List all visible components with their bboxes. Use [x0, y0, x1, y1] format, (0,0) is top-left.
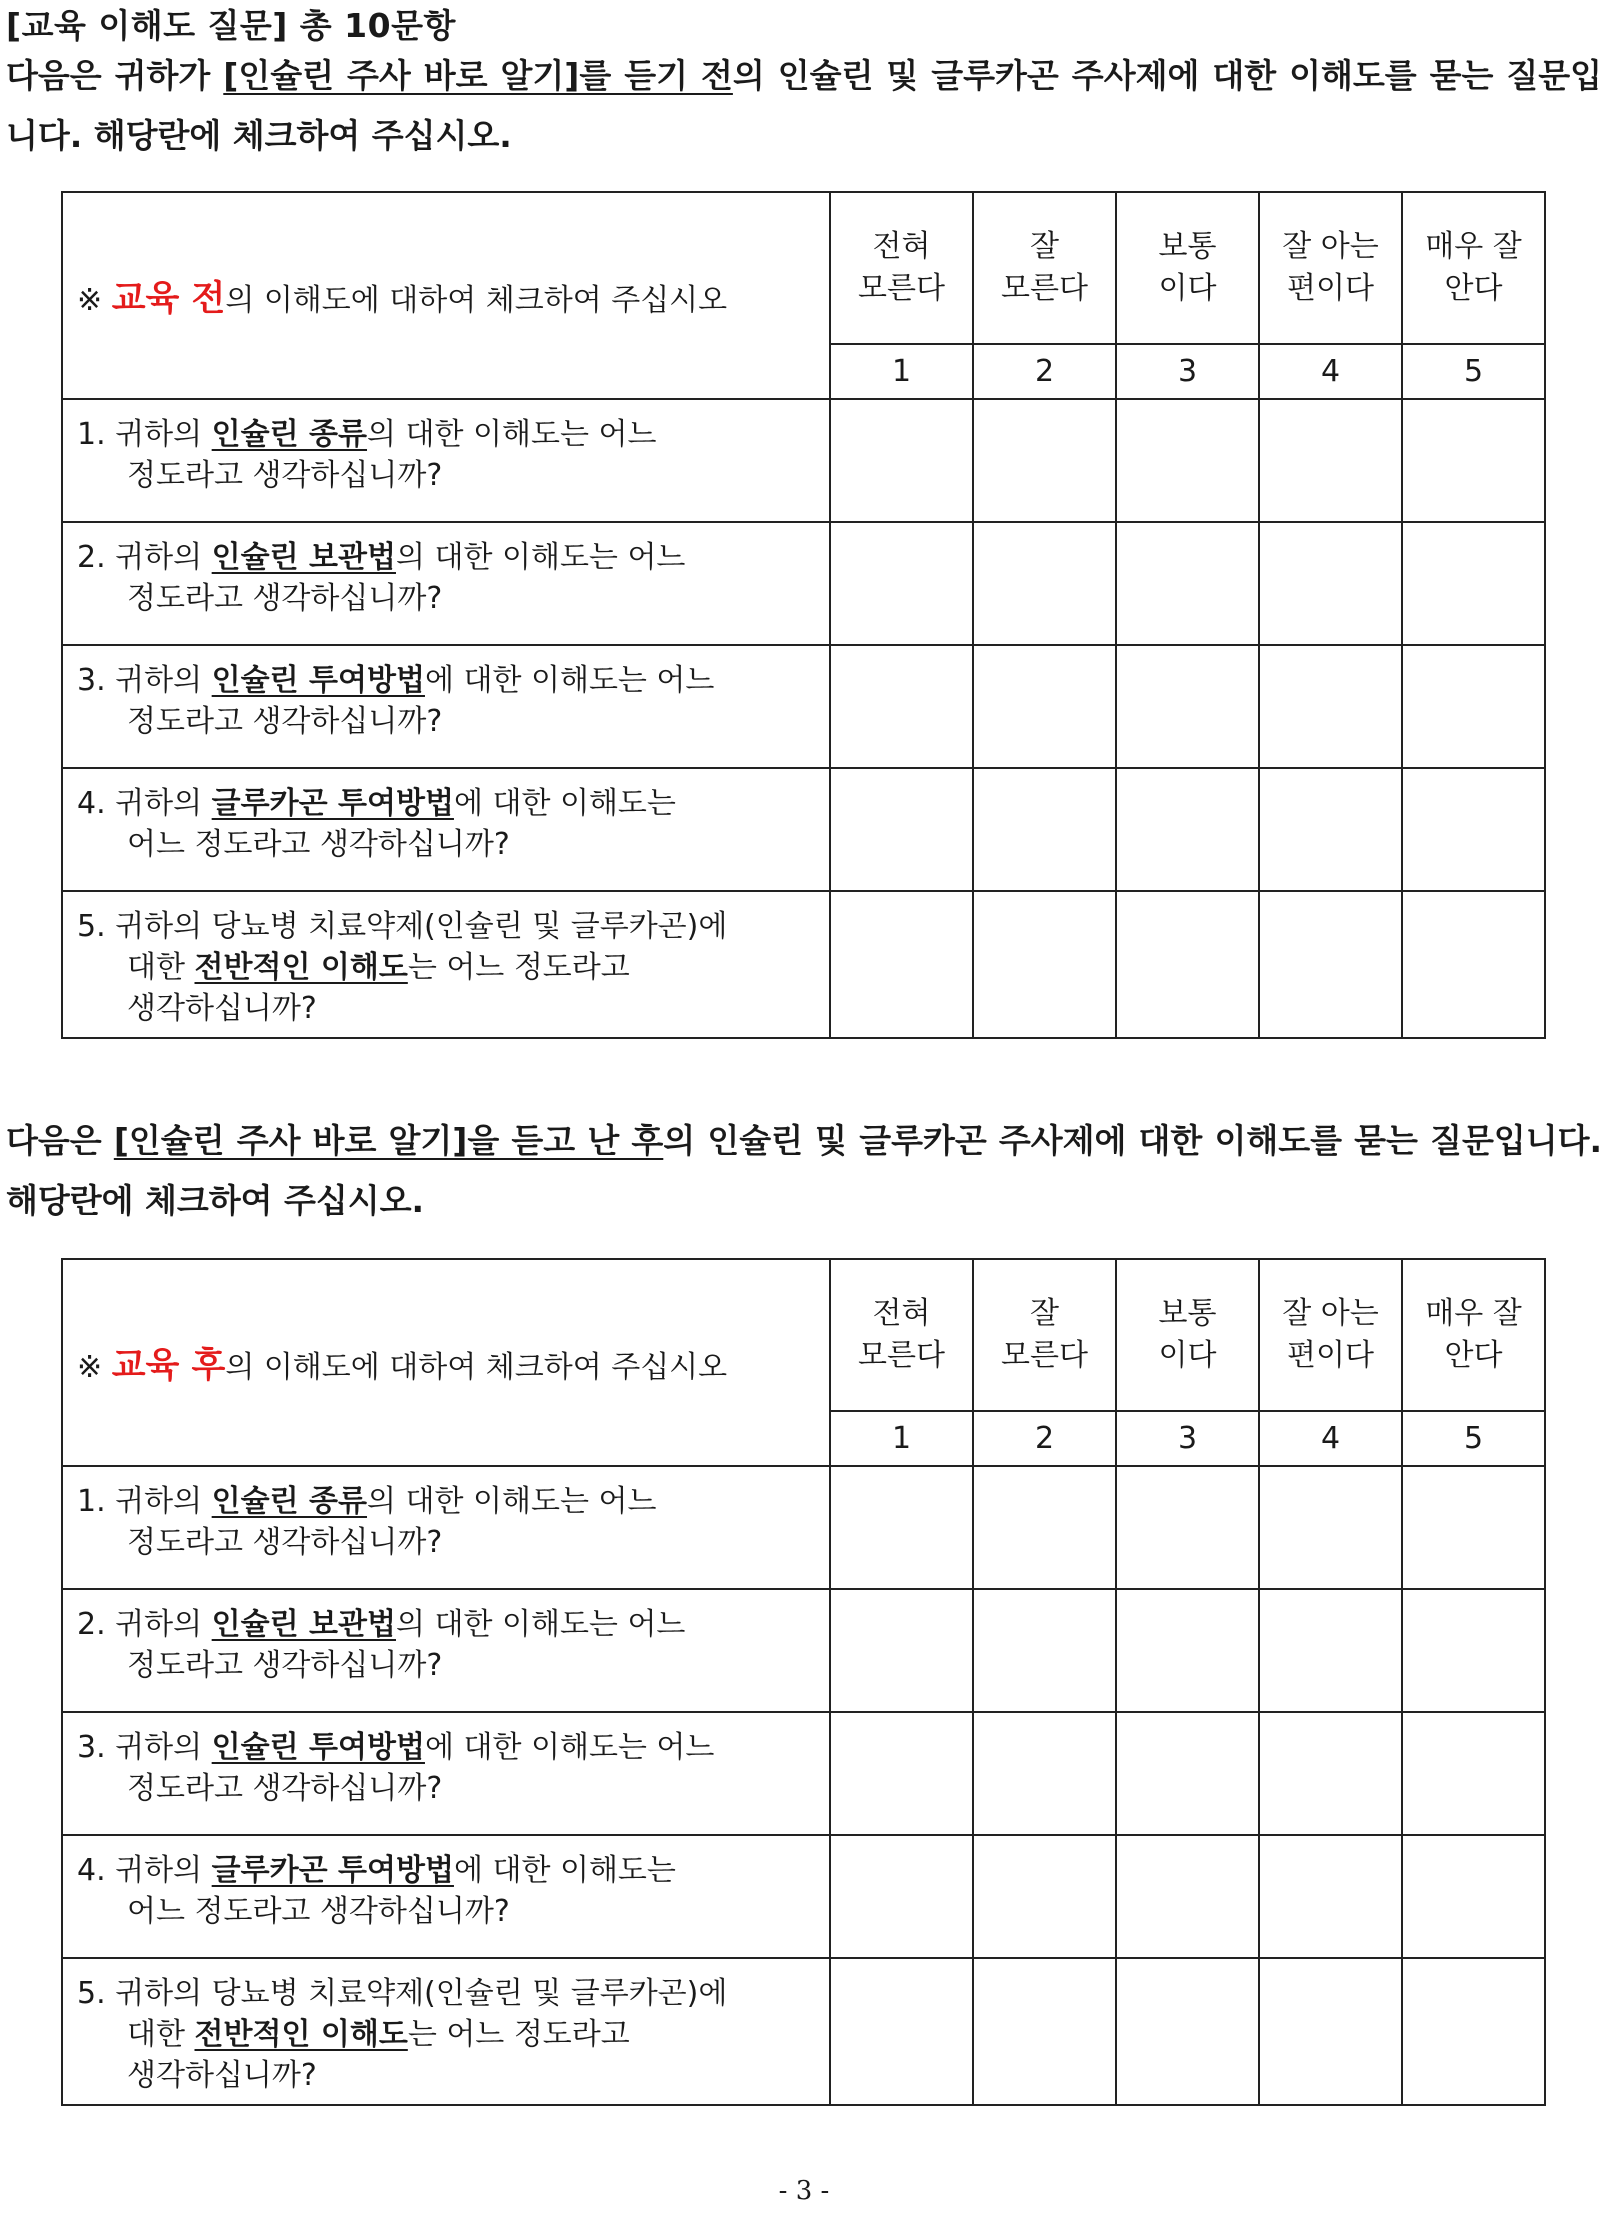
answer-cell-1[interactable] — [830, 768, 973, 891]
question-row — [62, 891, 1545, 1038]
answer-cell-5[interactable] — [1402, 1589, 1545, 1712]
question-row — [62, 1466, 1545, 1589]
intro-after-underlined: [인슐린 주사 바로 알기]을 듣고 난 후 — [113, 1121, 664, 1160]
answer-cell-3[interactable] — [1116, 768, 1259, 891]
question-row — [62, 399, 1545, 522]
answer-cell-5[interactable] — [1402, 399, 1545, 522]
scale-header-1: 전혀 모른다 — [830, 192, 973, 344]
answer-cell-3[interactable] — [1116, 399, 1259, 522]
answer-cell-2[interactable] — [973, 1712, 1116, 1835]
scale-number-3: 3 — [1116, 1411, 1259, 1466]
scale-number-2: 2 — [973, 344, 1116, 399]
answer-cell-4[interactable] — [1259, 1712, 1402, 1835]
question-3: 3. 귀하의 인슐린 투여방법에 대한 이해도는 어느 정도라고 생각하십니까? — [62, 1712, 830, 1835]
scale-header-5: 매우 잘 안다 — [1402, 192, 1545, 344]
answer-cell-4[interactable] — [1259, 1835, 1402, 1958]
answer-cell-4[interactable] — [1259, 891, 1402, 1038]
scale-header-2: 잘 모른다 — [973, 192, 1116, 344]
question-2: 2. 귀하의 인슐린 보관법의 대한 이해도는 어느 정도라고 생각하십니까? — [62, 522, 830, 645]
question-row — [62, 1712, 1545, 1835]
answer-cell-2[interactable] — [973, 522, 1116, 645]
scale-header-2: 잘 모른다 — [973, 1259, 1116, 1411]
answer-cell-5[interactable] — [1402, 1712, 1545, 1835]
answer-cell-1[interactable] — [830, 399, 973, 522]
survey-table-after — [61, 1258, 1546, 2106]
answer-cell-3[interactable] — [1116, 1712, 1259, 1835]
answer-cell-5[interactable] — [1402, 1835, 1545, 1958]
answer-cell-3[interactable] — [1116, 522, 1259, 645]
answer-cell-5[interactable] — [1402, 891, 1545, 1038]
answer-cell-2[interactable] — [973, 1466, 1116, 1589]
answer-cell-4[interactable] — [1259, 645, 1402, 768]
question-3: 3. 귀하의 인슐린 투여방법에 대한 이해도는 어느 정도라고 생각하십니까? — [62, 645, 830, 768]
question-row — [62, 1589, 1545, 1712]
question-row — [62, 1958, 1545, 2105]
intro-before-text: 다음은 귀하가 [인슐린 주사 바로 알기]를 듣기 전의 인슐린 및 글루카곤 주사제에 대한 이해도를 묻는 질문입니다. 해당란에 체크하여 주십시오. — [6, 56, 1602, 155]
scale-number-5: 5 — [1402, 1411, 1545, 1466]
answer-cell-1[interactable] — [830, 1835, 973, 1958]
answer-cell-2[interactable] — [973, 891, 1116, 1038]
scale-number-1: 1 — [830, 1411, 973, 1466]
red-emphasis: 교육 후 — [111, 1345, 226, 1386]
question-5: 5. 귀하의 당뇨병 치료약제(인슐린 및 글루카곤)에 대한 전반적인 이해도는 어느 정도라고 생각하십니까? — [62, 891, 830, 1038]
answer-cell-4[interactable] — [1259, 1466, 1402, 1589]
scale-number-4: 4 — [1259, 344, 1402, 399]
scale-number-5: 5 — [1402, 344, 1545, 399]
answer-cell-2[interactable] — [973, 1835, 1116, 1958]
red-emphasis: 교육 전 — [111, 278, 226, 319]
question-1: 1. 귀하의 인슐린 종류의 대한 이해도는 어느 정도라고 생각하십니까? — [62, 399, 830, 522]
answer-cell-2[interactable] — [973, 1958, 1116, 2105]
answer-cell-2[interactable] — [973, 645, 1116, 768]
scale-number-3: 3 — [1116, 344, 1259, 399]
answer-cell-1[interactable] — [830, 1958, 973, 2105]
intro-before-underlined: [인슐린 주사 바로 알기]를 듣기 전 — [223, 56, 733, 95]
scale-header-4: 잘 아는 편이다 — [1259, 192, 1402, 344]
scale-header-3: 보통 이다 — [1116, 1259, 1259, 1411]
answer-cell-3[interactable] — [1116, 1835, 1259, 1958]
survey-table-before — [61, 191, 1546, 1039]
survey-title: [교육 이해도 질문] 총 10문항 — [6, 6, 456, 45]
question-5: 5. 귀하의 당뇨병 치료약제(인슐린 및 글루카곤)에 대한 전반적인 이해도는 어느 정도라고 생각하십니까? — [62, 1958, 830, 2105]
answer-cell-3[interactable] — [1116, 1958, 1259, 2105]
answer-cell-1[interactable] — [830, 522, 973, 645]
answer-cell-1[interactable] — [830, 1589, 973, 1712]
answer-cell-1[interactable] — [830, 645, 973, 768]
answer-cell-2[interactable] — [973, 399, 1116, 522]
answer-cell-4[interactable] — [1259, 1589, 1402, 1712]
question-2: 2. 귀하의 인슐린 보관법의 대한 이해도는 어느 정도라고 생각하십니까? — [62, 1589, 830, 1712]
question-row — [62, 768, 1545, 891]
answer-cell-3[interactable] — [1116, 1466, 1259, 1589]
scale-header-5: 매우 잘 안다 — [1402, 1259, 1545, 1411]
answer-cell-5[interactable] — [1402, 768, 1545, 891]
answer-cell-1[interactable] — [830, 1712, 973, 1835]
answer-cell-1[interactable] — [830, 891, 973, 1038]
answer-cell-5[interactable] — [1402, 1466, 1545, 1589]
answer-cell-1[interactable] — [830, 1466, 973, 1589]
question-row — [62, 645, 1545, 768]
answer-cell-2[interactable] — [973, 1589, 1116, 1712]
question-4: 4. 귀하의 글루카곤 투여방법에 대한 이해도는 어느 정도라고 생각하십니까? — [62, 768, 830, 891]
scale-number-1: 1 — [830, 344, 973, 399]
table-instruction: ※ 교육 후의 이해도에 대하여 체크하여 주십시오 — [62, 1259, 830, 1466]
answer-cell-3[interactable] — [1116, 645, 1259, 768]
question-1: 1. 귀하의 인슐린 종류의 대한 이해도는 어느 정도라고 생각하십니까? — [62, 1466, 830, 1589]
question-row — [62, 1835, 1545, 1958]
intro-after-text: 다음은 [인슐린 주사 바로 알기]을 듣고 난 후의 인슐린 및 글루카곤 주사제에 대한 이해도를 묻는 질문입니다. 해당란에 체크하여 주십시오. — [6, 1121, 1603, 1220]
scale-number-2: 2 — [973, 1411, 1116, 1466]
answer-cell-3[interactable] — [1116, 891, 1259, 1038]
answer-cell-4[interactable] — [1259, 399, 1402, 522]
answer-cell-5[interactable] — [1402, 645, 1545, 768]
answer-cell-4[interactable] — [1259, 522, 1402, 645]
answer-cell-5[interactable] — [1402, 1958, 1545, 2105]
answer-cell-3[interactable] — [1116, 1589, 1259, 1712]
page-number: - 3 - — [778, 2176, 830, 2206]
table-instruction: ※ 교육 전의 이해도에 대하여 체크하여 주십시오 — [62, 192, 830, 399]
question-row — [62, 522, 1545, 645]
scale-header-1: 전혀 모른다 — [830, 1259, 973, 1411]
answer-cell-4[interactable] — [1259, 1958, 1402, 2105]
scale-header-4: 잘 아는 편이다 — [1259, 1259, 1402, 1411]
answer-cell-5[interactable] — [1402, 522, 1545, 645]
question-4: 4. 귀하의 글루카곤 투여방법에 대한 이해도는 어느 정도라고 생각하십니까? — [62, 1835, 830, 1958]
answer-cell-2[interactable] — [973, 768, 1116, 891]
scale-header-3: 보통 이다 — [1116, 192, 1259, 344]
scale-number-4: 4 — [1259, 1411, 1402, 1466]
answer-cell-4[interactable] — [1259, 768, 1402, 891]
